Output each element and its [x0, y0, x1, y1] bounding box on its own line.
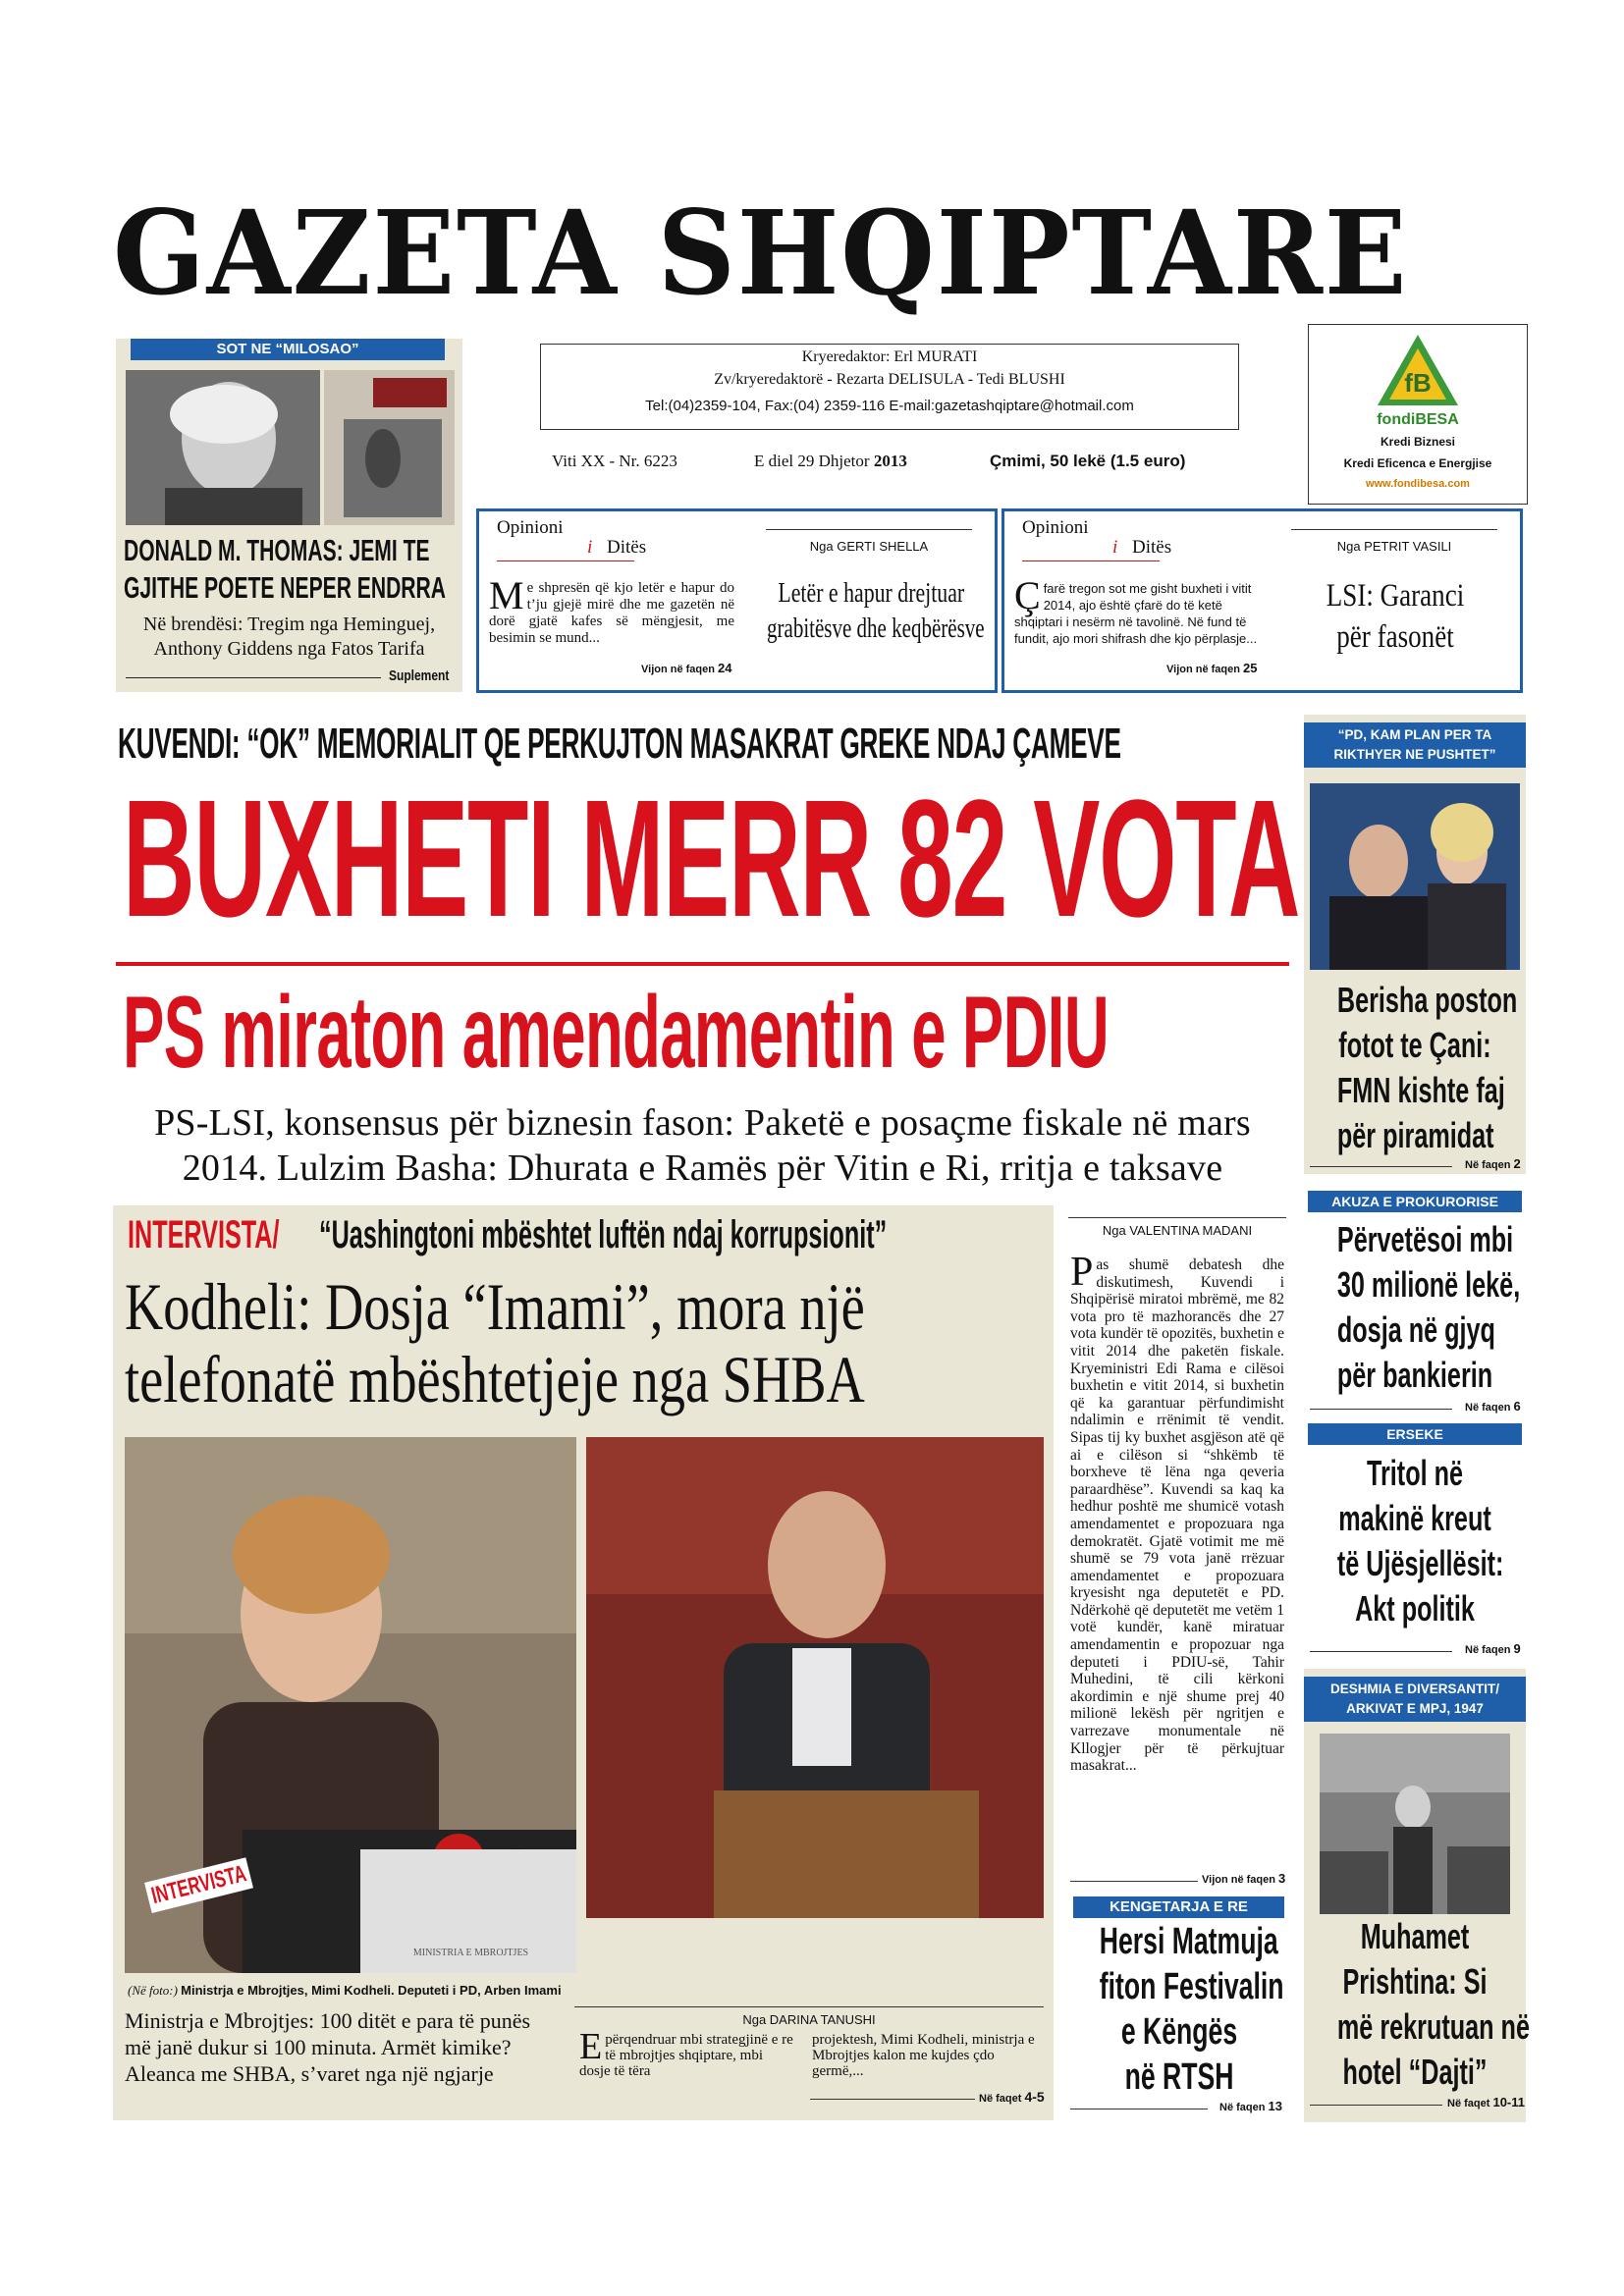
- interview-body-b: projektesh, Mimi Kodheli, ministrja e Mbrojtjes kalon me kujdes çdo germë,...: [812, 2032, 1035, 2079]
- continued-rule: [1310, 1166, 1452, 1167]
- issue-date: [754, 452, 907, 471]
- deshmia-line2: Prishtina: Si: [1342, 1961, 1488, 2002]
- berisha-title: [1304, 978, 1526, 1158]
- main-headline: BUXHETI MERR 82 VOTA: [123, 766, 1300, 952]
- vijon-label: Në faqen: [1219, 2102, 1266, 2113]
- interview-text-col2: [812, 2032, 1044, 2079]
- interview-stamp: INTERVISTA: [144, 1857, 253, 1913]
- masthead: GAZETA SHQIPTARE: [113, 185, 1409, 321]
- milosao-box: [116, 339, 462, 692]
- vijon-label: Në faqen: [1465, 1402, 1511, 1414]
- deshmia-line4: hotel “Dajti”: [1342, 2052, 1488, 2092]
- issue-number: Viti XX - Nr. 6223: [552, 452, 677, 470]
- kengetarja-label: KENGETARJA E RE: [1073, 1896, 1284, 1918]
- opinion1-text: [489, 573, 734, 647]
- photo-caption: [128, 1983, 562, 1999]
- vijon-page: 10-11: [1492, 2095, 1526, 2109]
- logo-letters: fB: [1404, 368, 1432, 398]
- date-year: 2013: [873, 452, 907, 470]
- photo-deshmia-archive: [1320, 1734, 1510, 1914]
- opinion-tag-day: Ditës: [1132, 537, 1172, 558]
- milosao-desc-line1: Në brendësi: Tregim nga Heminguej,: [142, 614, 436, 635]
- opinion-tag-word: Opinioni: [1022, 517, 1089, 538]
- vijon-label: Në faqet: [1447, 2098, 1490, 2109]
- vijon-label: Në faqen: [1465, 1644, 1511, 1656]
- main-deck-line1: PS-LSI, konsensus për biznesin fason: Paketë e posaçme fiskale në mars: [154, 1102, 1251, 1144]
- byline-rule: [1291, 529, 1497, 530]
- akuza-line4: për bankierin: [1336, 1355, 1493, 1395]
- berisha-continued: [1465, 1156, 1521, 1171]
- opinion2-continued: [1166, 661, 1258, 675]
- sidebar-berisha: [1304, 715, 1526, 1174]
- opinion2-title-line1: LSI: Garanci: [1326, 578, 1465, 614]
- vijon-label: Vijon në faqen: [1202, 1874, 1275, 1886]
- main-deck-line2: 2014. Lulzim Basha: Dhurata e Ramës për Vitin e Ri, rritja e taksave: [182, 1148, 1223, 1189]
- ad-brand: fondiBESA: [1377, 411, 1459, 428]
- akuza-label: AKUZA E PROKURORISE: [1308, 1191, 1522, 1212]
- contact-info: Tel:(04)2359-104, Fax:(04) 2359-116 E-mail:gazetashqiptare@hotmail.com: [645, 398, 1134, 414]
- interview-summary-line1: Ministrja e Mbrojtjes: 100 ditët e para të punës: [125, 2008, 531, 2033]
- opinion-tag-word: Opinioni: [497, 517, 564, 538]
- article-continued: [1202, 1871, 1285, 1886]
- deshmia-label-line1: DESHMIA E DIVERSANTIT/: [1329, 1682, 1499, 1696]
- interview-box: [113, 1205, 1054, 2120]
- byline-rule: [766, 529, 972, 530]
- ad-line1: Kredi Biznesi: [1380, 435, 1456, 449]
- opinion2-byline: Nga PETRIT VASILI: [1336, 539, 1452, 554]
- interview-summary-line2: më janë dukur si 100 minuta. Armët kimike?: [125, 2035, 512, 2059]
- deshmia-continued: [1447, 2095, 1525, 2109]
- opinion-tag: [497, 517, 647, 561]
- interview-headline-line1: Kodheli: Dosja “Imami”, mora një: [125, 1269, 865, 1344]
- vijon-label: Në faqen: [1465, 1159, 1511, 1171]
- continued-rule: [1310, 2105, 1442, 2106]
- price: Çmimi, 50 lekë (1.5 euro): [990, 452, 1186, 470]
- opinion-tag: [1022, 517, 1172, 561]
- ad-line2: Kredi Eficenca e Energjise: [1343, 456, 1492, 470]
- photo-arben-imami: [586, 1437, 1044, 1918]
- interview-quote: “Uashingtoni mbështet luftën ndaj korrupsionit”: [319, 1213, 888, 1256]
- interview-dropcap: E: [579, 2026, 603, 2067]
- vijon-page: 24: [718, 661, 732, 675]
- continued-rule: [810, 2099, 975, 2100]
- vijon-page: 13: [1268, 2099, 1282, 2113]
- erseke-line3: të Ujësjellësit:: [1336, 1543, 1504, 1583]
- akuza-continued: [1465, 1399, 1521, 1414]
- vijon-page: 9: [1513, 1641, 1521, 1656]
- opinion1-byline: Nga GERTI SHELLA: [809, 539, 929, 554]
- erseke-line2: makinë kreut: [1338, 1498, 1491, 1538]
- interview-continued: [979, 2089, 1045, 2105]
- continued-rule: [1310, 1409, 1452, 1410]
- continued-rule: [1310, 1651, 1452, 1652]
- milosao-label: SOT NE “MILOSAO”: [131, 339, 445, 360]
- fondibesa-logo-icon: [1374, 331, 1462, 409]
- deshmia-line3: më rekrutuan në: [1336, 2006, 1530, 2047]
- berisha-line2: fotot te Çani:: [1338, 1025, 1491, 1065]
- opinion1-title-line1: Letër e hapur drejtuar: [778, 578, 965, 609]
- divider: [126, 677, 381, 678]
- article-byline: Nga VALENTINA MADANI: [1102, 1223, 1253, 1238]
- deshmia-label: [1304, 1677, 1526, 1722]
- berisha-label-line1: “PD, KAM PLAN PER TA: [1337, 727, 1492, 742]
- akuza-line2: 30 milionë lekë,: [1336, 1264, 1521, 1305]
- berisha-label: [1304, 722, 1526, 768]
- fondibesa-ad: [1308, 324, 1528, 505]
- vijon-page: 2: [1513, 1156, 1521, 1171]
- photo-milosao-cover: [324, 370, 455, 525]
- caption-text: Ministrja e Mbrojtjes, Mimi Kodheli. Deputeti i PD, Arben Imami: [181, 1983, 562, 1998]
- opinion-tag-i: i: [587, 537, 593, 558]
- suplement-label: Suplement: [389, 667, 450, 684]
- opinion1-dropcap: M: [489, 573, 524, 617]
- akuza-line3: dosja në gjyq: [1336, 1309, 1495, 1350]
- deshmia-label-line2: ARKIVAT E MPJ, 1947: [1346, 1701, 1484, 1716]
- kengetarja-line3: e Këngës: [1120, 2011, 1238, 2053]
- berisha-line1: Berisha poston: [1336, 980, 1518, 1020]
- opinion2-dropcap: Ç: [1014, 573, 1041, 617]
- date-label: E diel 29 Dhjetor: [754, 452, 870, 470]
- opinion-tag-day: Ditës: [607, 537, 647, 558]
- editorial-box: [540, 344, 1239, 430]
- deshmia-line1: Muhamet: [1360, 1916, 1470, 1956]
- interview-byline: Nga DARINA TANUSHI: [742, 2012, 876, 2027]
- erseke-line1: Tritol në: [1366, 1453, 1463, 1493]
- photo-berisha: [1310, 783, 1520, 970]
- interview-headline-line2: telefonatë mbështetjeje nga SHBA: [125, 1342, 865, 1416]
- continued-rule: [1070, 1881, 1198, 1882]
- interview-label: INTERVISTA/: [128, 1213, 280, 1256]
- akuza-line1: Përvetësoi mbi: [1336, 1219, 1514, 1259]
- photo-donald-thomas: [126, 370, 320, 525]
- berisha-label-line2: RIKTHYER NE PUSHTET”: [1333, 747, 1496, 762]
- kengetarja-title: [1065, 1919, 1293, 2100]
- vijon-page: 6: [1513, 1399, 1521, 1414]
- ad-url: www.fondibesa.com: [1366, 478, 1470, 490]
- kicker-headline: KUVENDI: “OK” MEMORIALIT QE PERKUJTON MASAKRAT GREKE NDAJ ÇAMEVE: [118, 720, 1121, 768]
- opinion-box-1: [476, 508, 998, 693]
- deputy-editors: Zv/kryeredaktorë - Rezarta DELISULA - Tedi BLUSHI: [714, 371, 1065, 388]
- milosao-desc-line2: Anthony Giddens nga Fatos Tarifa: [153, 638, 425, 660]
- erseke-title: [1304, 1451, 1526, 1631]
- opinion1-title-line2: grabitësve dhe keqbërësve: [767, 614, 985, 644]
- berisha-line4: për piramidat: [1336, 1115, 1494, 1155]
- opinion2-text: [1014, 573, 1260, 647]
- vijon-page: 3: [1278, 1871, 1286, 1886]
- opinion-tag-i: i: [1112, 537, 1118, 558]
- opinion-box-2: [1001, 508, 1523, 693]
- interview-body-a: përqendruar mbi strategjinë e re të mbrojtjes shqiptare, mbi dosje të tëra: [579, 2032, 793, 2079]
- article-dropcap: P: [1070, 1250, 1094, 1295]
- article-body: as shumë debatesh dhe diskutimesh, Kuvendi i Shqipërisë miratoi mbrëmë, me 82 vota pro të mazhorancës dhe 27 vota kundër të opozitës, buxhetin e vitit 2014 dhe paketën fiskale. Kryeministri Edi Rama e cilësoi buxhetin e vitit 2014, si buxhetin që ka garantuar përfundimisht ndalimin e rrënimit të vendit. Sipas tij ky buxhet asgjëson atë që ai e cilëson si “shkëmb të borxheve të lëna nga qeveria paraardhëse”. Kuvendi sa kaq ka hedhur poshtë me shumicë votash amendamentet e propozuara nga demokratët. Gjatë votimit me më shumë se 79 vota janë rrëzuar amendamentet e propozuara kryesisht nga deputetët e PD. Ndërkohë që deputetët me vetëm 1 votë kundër, kanë miratuar amendamentin e propozuar nga deputeti i PDIU-së, Tahir Muhedini, të cili kërkoni akordimin e një shume prej 40 milionë lekësh për ngritjen e varrezave monumentale në Kllogjer për të përkujtuar masakrat...: [1070, 1256, 1284, 1775]
- milosao-headline-line1: DONALD M. THOMAS: JEMI TE: [124, 533, 430, 567]
- erseke-continued: [1465, 1641, 1521, 1656]
- kengetarja-continued: [1219, 2099, 1282, 2113]
- akuza-title: [1304, 1217, 1526, 1398]
- podium-text: MINISTRIA E MBROJTJES: [412, 1948, 529, 1958]
- vijon-page: 25: [1243, 661, 1258, 675]
- milosao-headline-line2: GJITHE POETE NEPER ENDRRA: [124, 570, 446, 605]
- erseke-label: ERSEKE: [1308, 1423, 1522, 1445]
- caption-lead: (Në foto:): [128, 1983, 178, 1998]
- opinion2-body: farë tregon sot me gisht buxheti i vitit 2014, ajo është çfarë do të ketë shqiptari i nesërm në tavolinë. Në fund të fundit, ajo mori shifrash dhe kjo përplasje...: [1014, 581, 1258, 646]
- vijon-label: Në faqet: [979, 2093, 1022, 2105]
- interview-summary-line3: Aleanca me SHBA, s’varet nga një ngjarje: [125, 2061, 494, 2086]
- berisha-line3: FMN kishte faj: [1336, 1070, 1505, 1110]
- vijon-label: Vijon në faqen: [641, 664, 715, 675]
- vijon-page: 4-5: [1024, 2089, 1045, 2105]
- erseke-line4: Akt politik: [1355, 1588, 1475, 1629]
- sidebar-deshmia: [1304, 1669, 1530, 2122]
- main-subheadline: PS miraton amendamentin e PDIU: [123, 976, 1110, 1090]
- editor-in-chief: Kryeredaktor: Erl MURATI: [801, 348, 978, 365]
- opinion1-body: e shpresën që kjo letër e hapur do t’ju gjejë mirë dhe me gazetën në dorë gjatë kafes së mëngjesit, me besimin se mund...: [489, 580, 734, 646]
- interview-text-col1: [579, 2026, 795, 2079]
- vijon-label: Vijon në faqen: [1166, 664, 1240, 675]
- opinion1-continued: [641, 661, 732, 675]
- opinion2-title-line2: për fasonët: [1336, 619, 1454, 655]
- headline-divider: [116, 962, 1289, 966]
- kengetarja-line4: në RTSH: [1124, 2056, 1234, 2098]
- kengetarja-line2: fiton Festivalin: [1099, 1966, 1284, 2007]
- article-text: [1070, 1250, 1284, 1775]
- kengetarja-line1: Hersi Matmuja: [1099, 1921, 1278, 1962]
- deshmia-title: [1304, 1914, 1530, 2095]
- byline-rule: [1068, 1217, 1286, 1218]
- byline-rule: [574, 2006, 1044, 2007]
